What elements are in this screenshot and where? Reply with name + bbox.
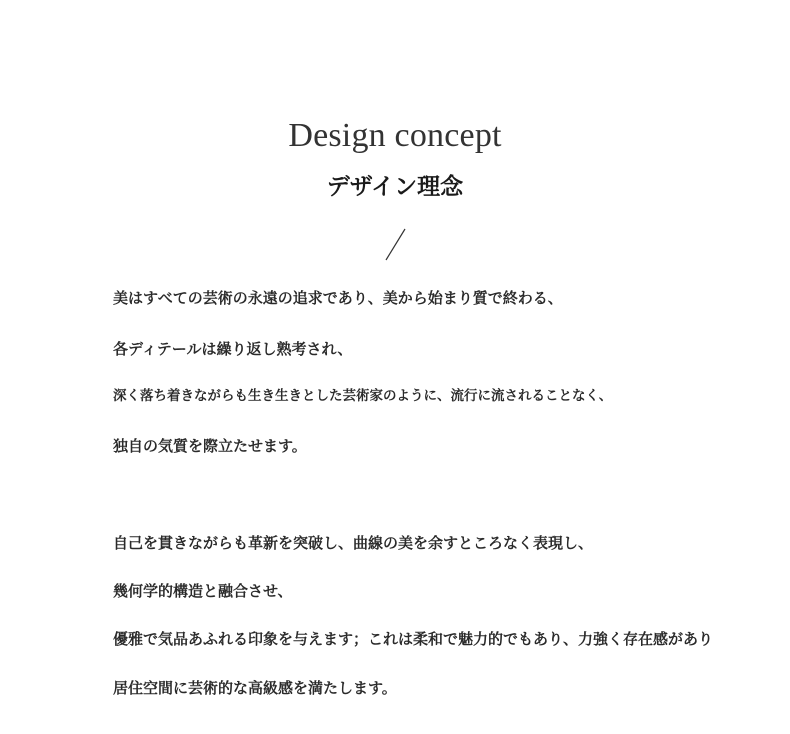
paragraph-line: 優雅で気品あふれる印象を与えます；これは柔和で魅力的でもあり、力強く存在感があり — [113, 630, 714, 648]
paragraph-line: 美はすべての芸術の永遠の追求であり、美から始まり質で終わる、 — [113, 289, 563, 307]
paragraph-line: 自己を貫きながらも革新を突破し、曲線の美を余すところなく表現し、 — [113, 534, 594, 552]
paragraph-line: 深く落ち着きながらも生き生きとした芸術家のように、流行に流されることなく、 — [113, 388, 613, 404]
page-title-japanese: デザイン理念 — [326, 174, 464, 200]
slash-divider-icon — [383, 227, 409, 263]
paragraph-line: 幾何学的構造と融合させ、 — [113, 582, 293, 600]
page-title-english: Design concept — [288, 117, 502, 154]
paragraph-line: 各ディテールは繰り返し熟考され、 — [113, 340, 353, 358]
paragraph-line: 居住空間に芸術的な高級感を満たします。 — [113, 679, 397, 697]
paragraph-line: 独自の気質を際立たせます。 — [113, 437, 307, 455]
